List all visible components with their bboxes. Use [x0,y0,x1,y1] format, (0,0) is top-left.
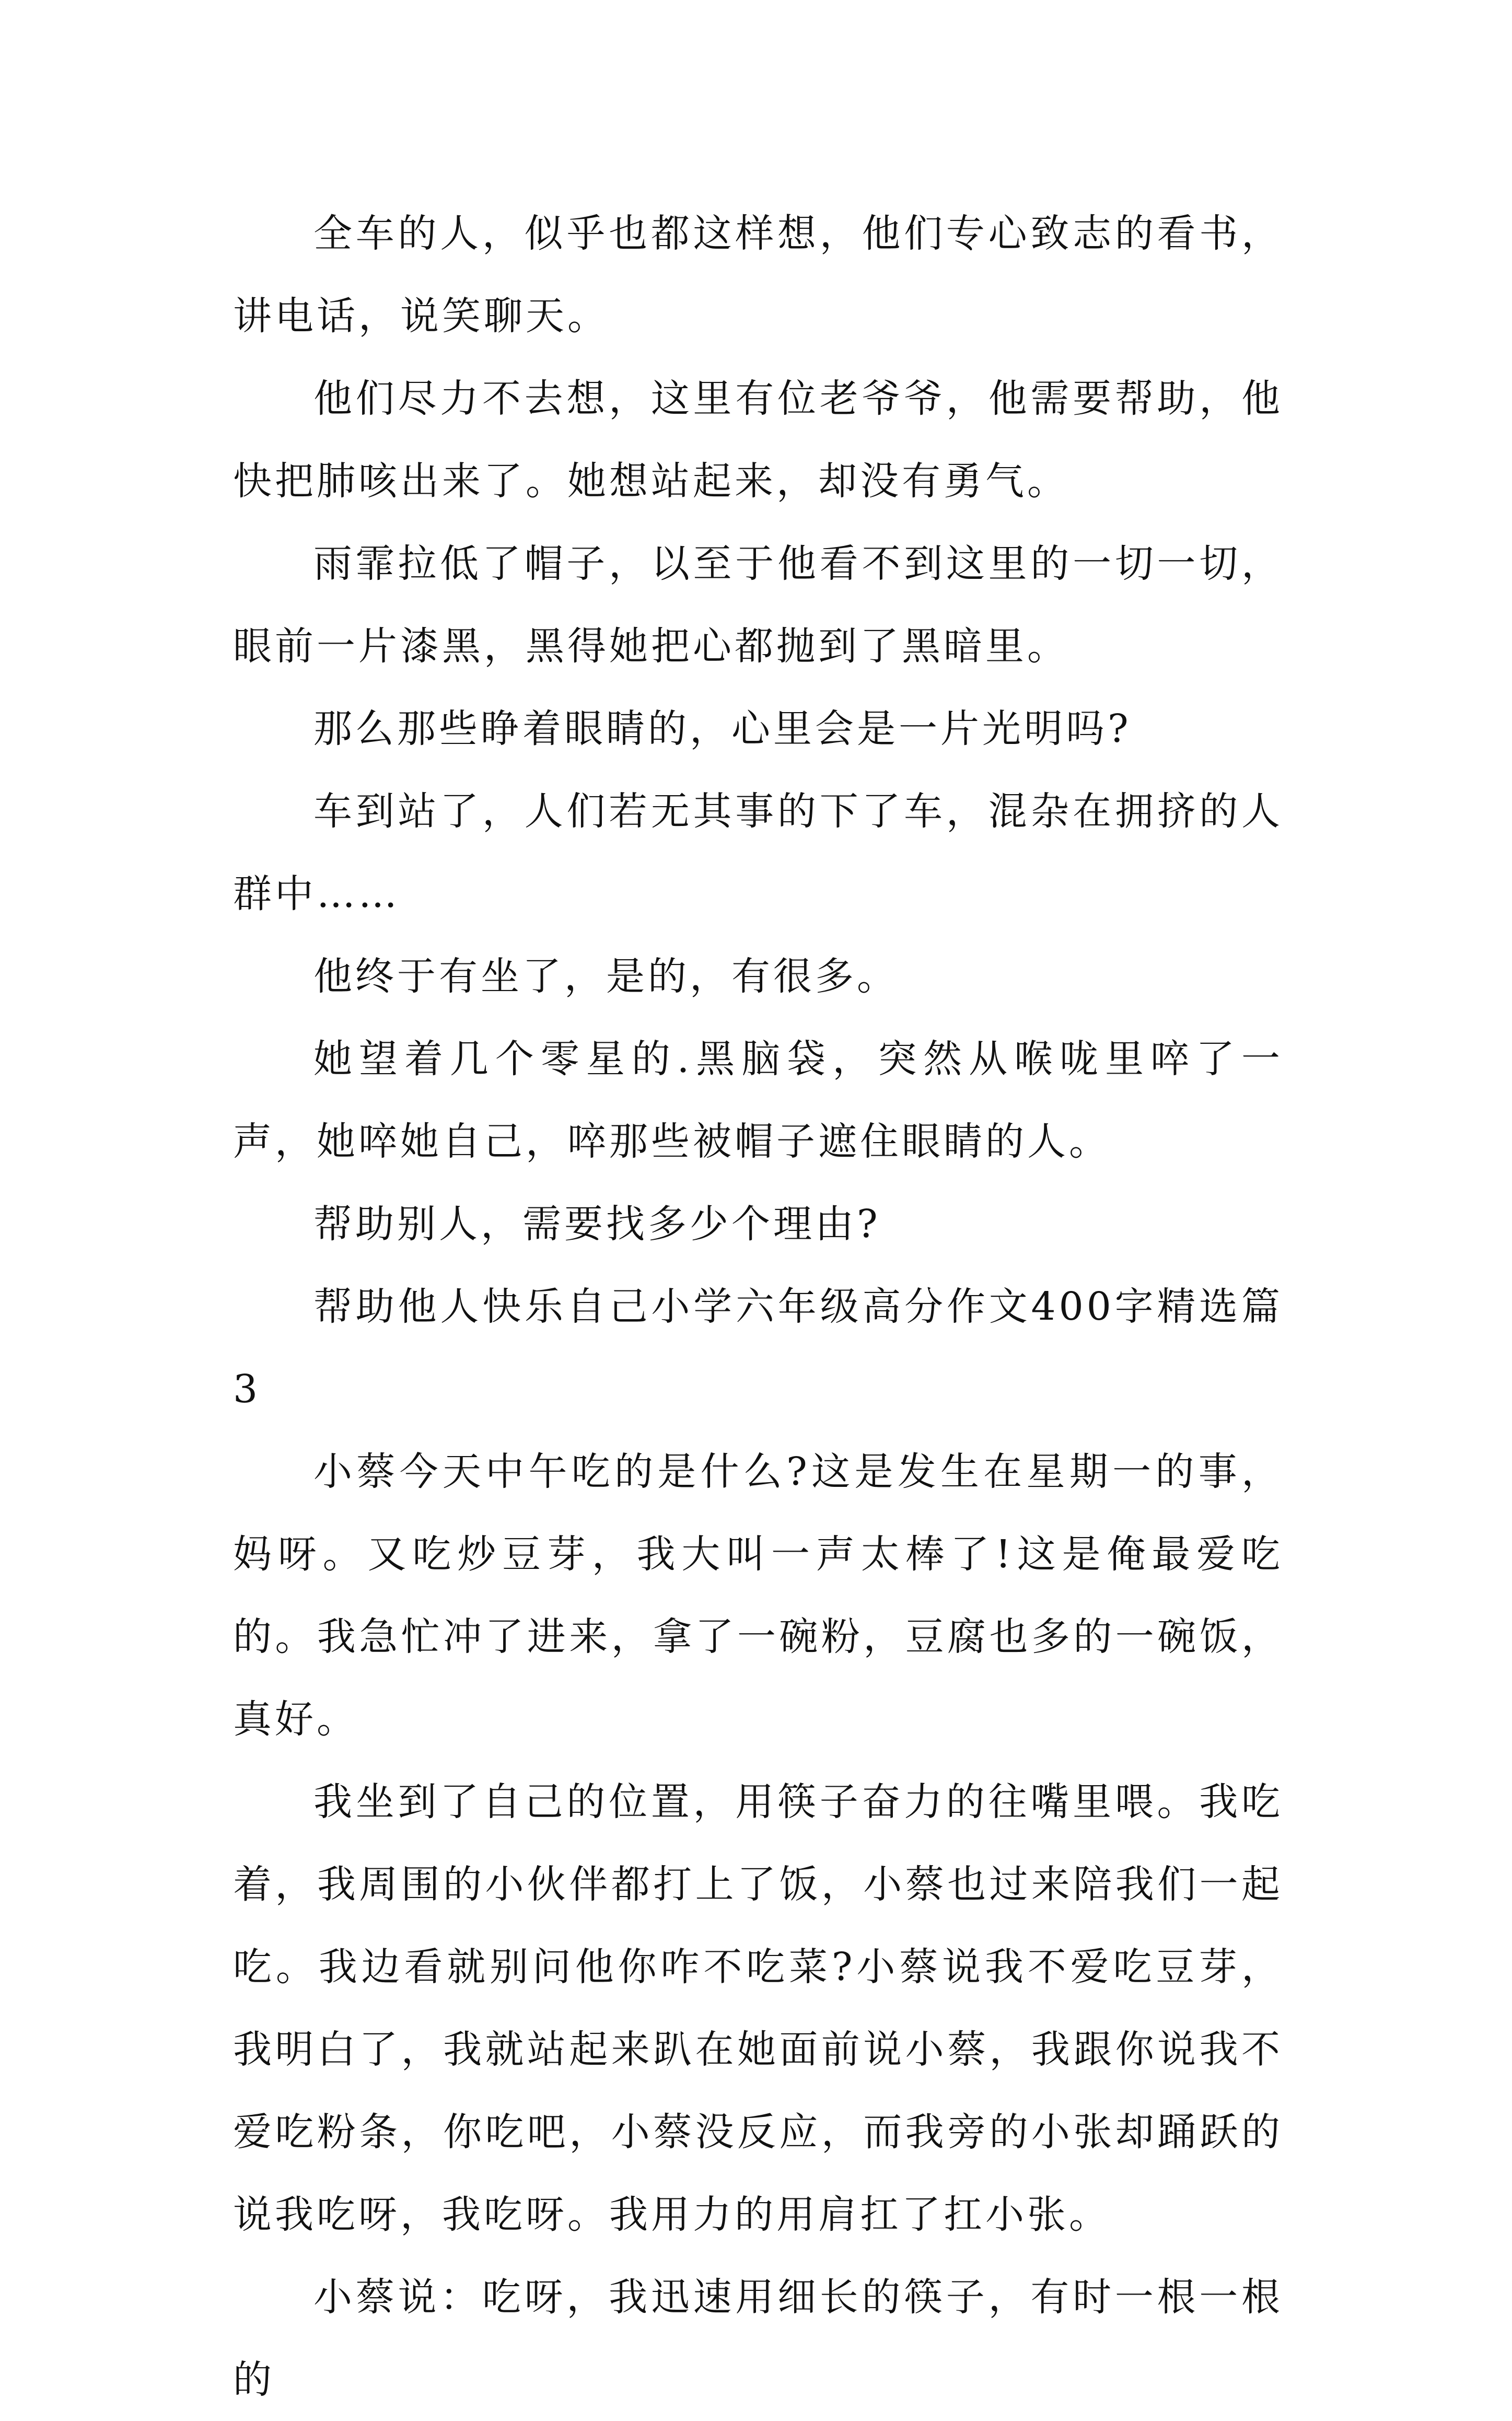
paragraph: 全车的人，似乎也都这样想，他们专心致志的看书，讲电话，说笑聊天。 [233,211,1283,339]
paragraph: 我坐到了自己的位置，用筷子奋力的往嘴里喂。我吃着，我周围的小伙伴都打上了饭，小蔡也过来陪我们一起吃。我边看就别问他你咋不吃菜?小蔡说我不爱吃豆芽，我明白了，我就站起来趴在她面前说小蔡，我跟你说我不爱吃粉条，你吃吧，小蔡没反应，而我旁的小张却踊跃的说我吃呀，我吃呀。我用力的用肩扛了扛小张。 [233,1779,1283,2237]
paragraph: 帮助别人，需要找多少个理由? [313,1202,881,1247]
paragraph: 车到站了，人们若无其事的下了车，混杂在拥挤的人群中…… [233,789,1283,916]
paragraph: 他们尽力不去想，这里有位老爷爷，他需要帮助，他快把肺咳出来了。她想站起来，却没有勇气。 [233,376,1283,504]
paragraph: 雨霏拉低了帽子，以至于他看不到这里的一切一切，眼前一片漆黑，黑得她把心都抛到了黑暗里。 [233,541,1283,669]
section-heading: 帮助他人快乐自己小学六年级高分作文400字精选篇3 [233,1284,1283,1412]
paragraph: 她望着几个零星的.黑脑袋，突然从喉咙里啐了一声，她啐她自己，啐那些被帽子遮住眼睛的人。 [233,1037,1283,1164]
paragraph: 那么那些睁着眼睛的，心里会是一片光明吗? [313,706,1132,751]
paragraph: 他终于有坐了，是的，有很多。 [313,954,899,999]
paragraph: 小蔡说：吃呀，我迅速用细长的筷子，有时一根一根的 [233,2275,1283,2402]
paragraph: 小蔡今天中午吃的是什么?这是发生在星期一的事，妈呀。又吃炒豆芽，我大叫一声太棒了!这是俺最爱吃的。我急忙冲了进来，拿了一碗粉，豆腐也多的一碗饭，真好。 [233,1449,1283,1742]
document-body [233,192,1283,2421]
